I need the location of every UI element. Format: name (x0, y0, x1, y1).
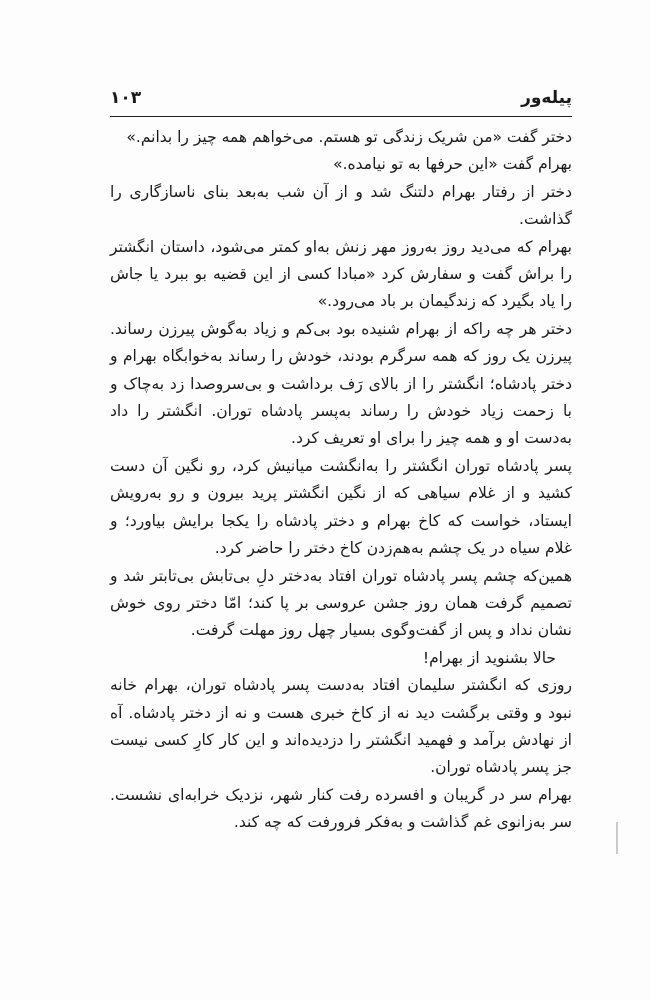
paragraph: همین‌که چشم پسر پادشاه توران افتاد به‌دختر دلِ بی‌تابش بی‌تابتر شد و تصمیم گرفت همان روز جشن عروسی بر پا کند؛ امّا دختر روی خوش نشان نداد و پس از گفت‌وگوی بسیار چهل روز مهلت گرفت. (110, 566, 572, 640)
header-rule (110, 116, 572, 117)
running-title: پیله‌ور (521, 88, 572, 108)
paragraph: بهرام سر در گریبان و افسرده رفت کنار شهر، نزدیک خرابه‌ای نشست. سر به‌زانوی غم گذاشت و به‌فکر فرورفت که چه کند. (110, 785, 572, 832)
paragraph: حالا بشنوید از بهرام! (422, 648, 556, 667)
paragraph: بهرام گفت «این حرفها به تو نیامده.» (333, 155, 572, 174)
page-edge-mark (616, 822, 618, 854)
page-number: ۱۰۳ (110, 88, 142, 108)
paragraph: بهرام که می‌دید روز به‌روز مهر زنش به‌او کمتر می‌شود، داستان انگشتر را براش گفت و سفارش کرد «مبادا کسی از این قضیه بو ببرد یا جاش را یاد بگیرد که زندگیمان بر باد می‌رود.» (110, 237, 572, 311)
paragraph: دختر هر چه راکه از بهرام شنیده بود بی‌کم و زیاد به‌گوش پیرزن رساند. پیرزن یک روز که همه سرگرم بودند، خودش را رساند به‌خوابگاه بهرام و دختر پادشاه؛ انگشتر را از بالای رَف برداشت و بی‌سروصدا زد به‌چاک و با زحمت زیاد خودش را رساند به‌پسر پادشاه توران. انگشتر را داد به‌دست او و همه چیز را برای او تعریف کرد. (110, 319, 572, 448)
paragraph: دختر گفت «من شریک زندگی تو هستم. می‌خواهم همه چیز را بدانم.» (126, 128, 572, 146)
paragraph: دختر از رفتار بهرام دلتنگ شد و از آن شب به‌بعد بنای ناسازگاری را گذاشت. (110, 182, 572, 229)
paragraph: پسر پادشاه توران انگشتر را به‌انگشت میانیش کرد، رو نگین آن دست کشید و از غلام سیاهی که از نگین انگشتر پرید بیرون و رو به‌رویش ایستاد، خواست که کاخ بهرام و دختر پادشاه را یکجا برایش بیاورد؛ و غلام سیاه در یک چشم به‌هم‌زدن کاخ دختر را حاضر کرد. (110, 456, 572, 558)
paragraph: روزی که انگشتر سلیمان افتاد به‌دست پسر پادشاه توران، بهرام خانه نبود و وقتی برگشت دید نه از کاخ خبری هست و نه از دختر پادشاه. آه از نهادش برآمد و فهمید انگشتر را دزدیده‌اند و این کار کارِ کسی نیست جز پسر پادشاه توران. (110, 676, 572, 777)
body-text (110, 124, 572, 837)
page-header (110, 84, 572, 118)
